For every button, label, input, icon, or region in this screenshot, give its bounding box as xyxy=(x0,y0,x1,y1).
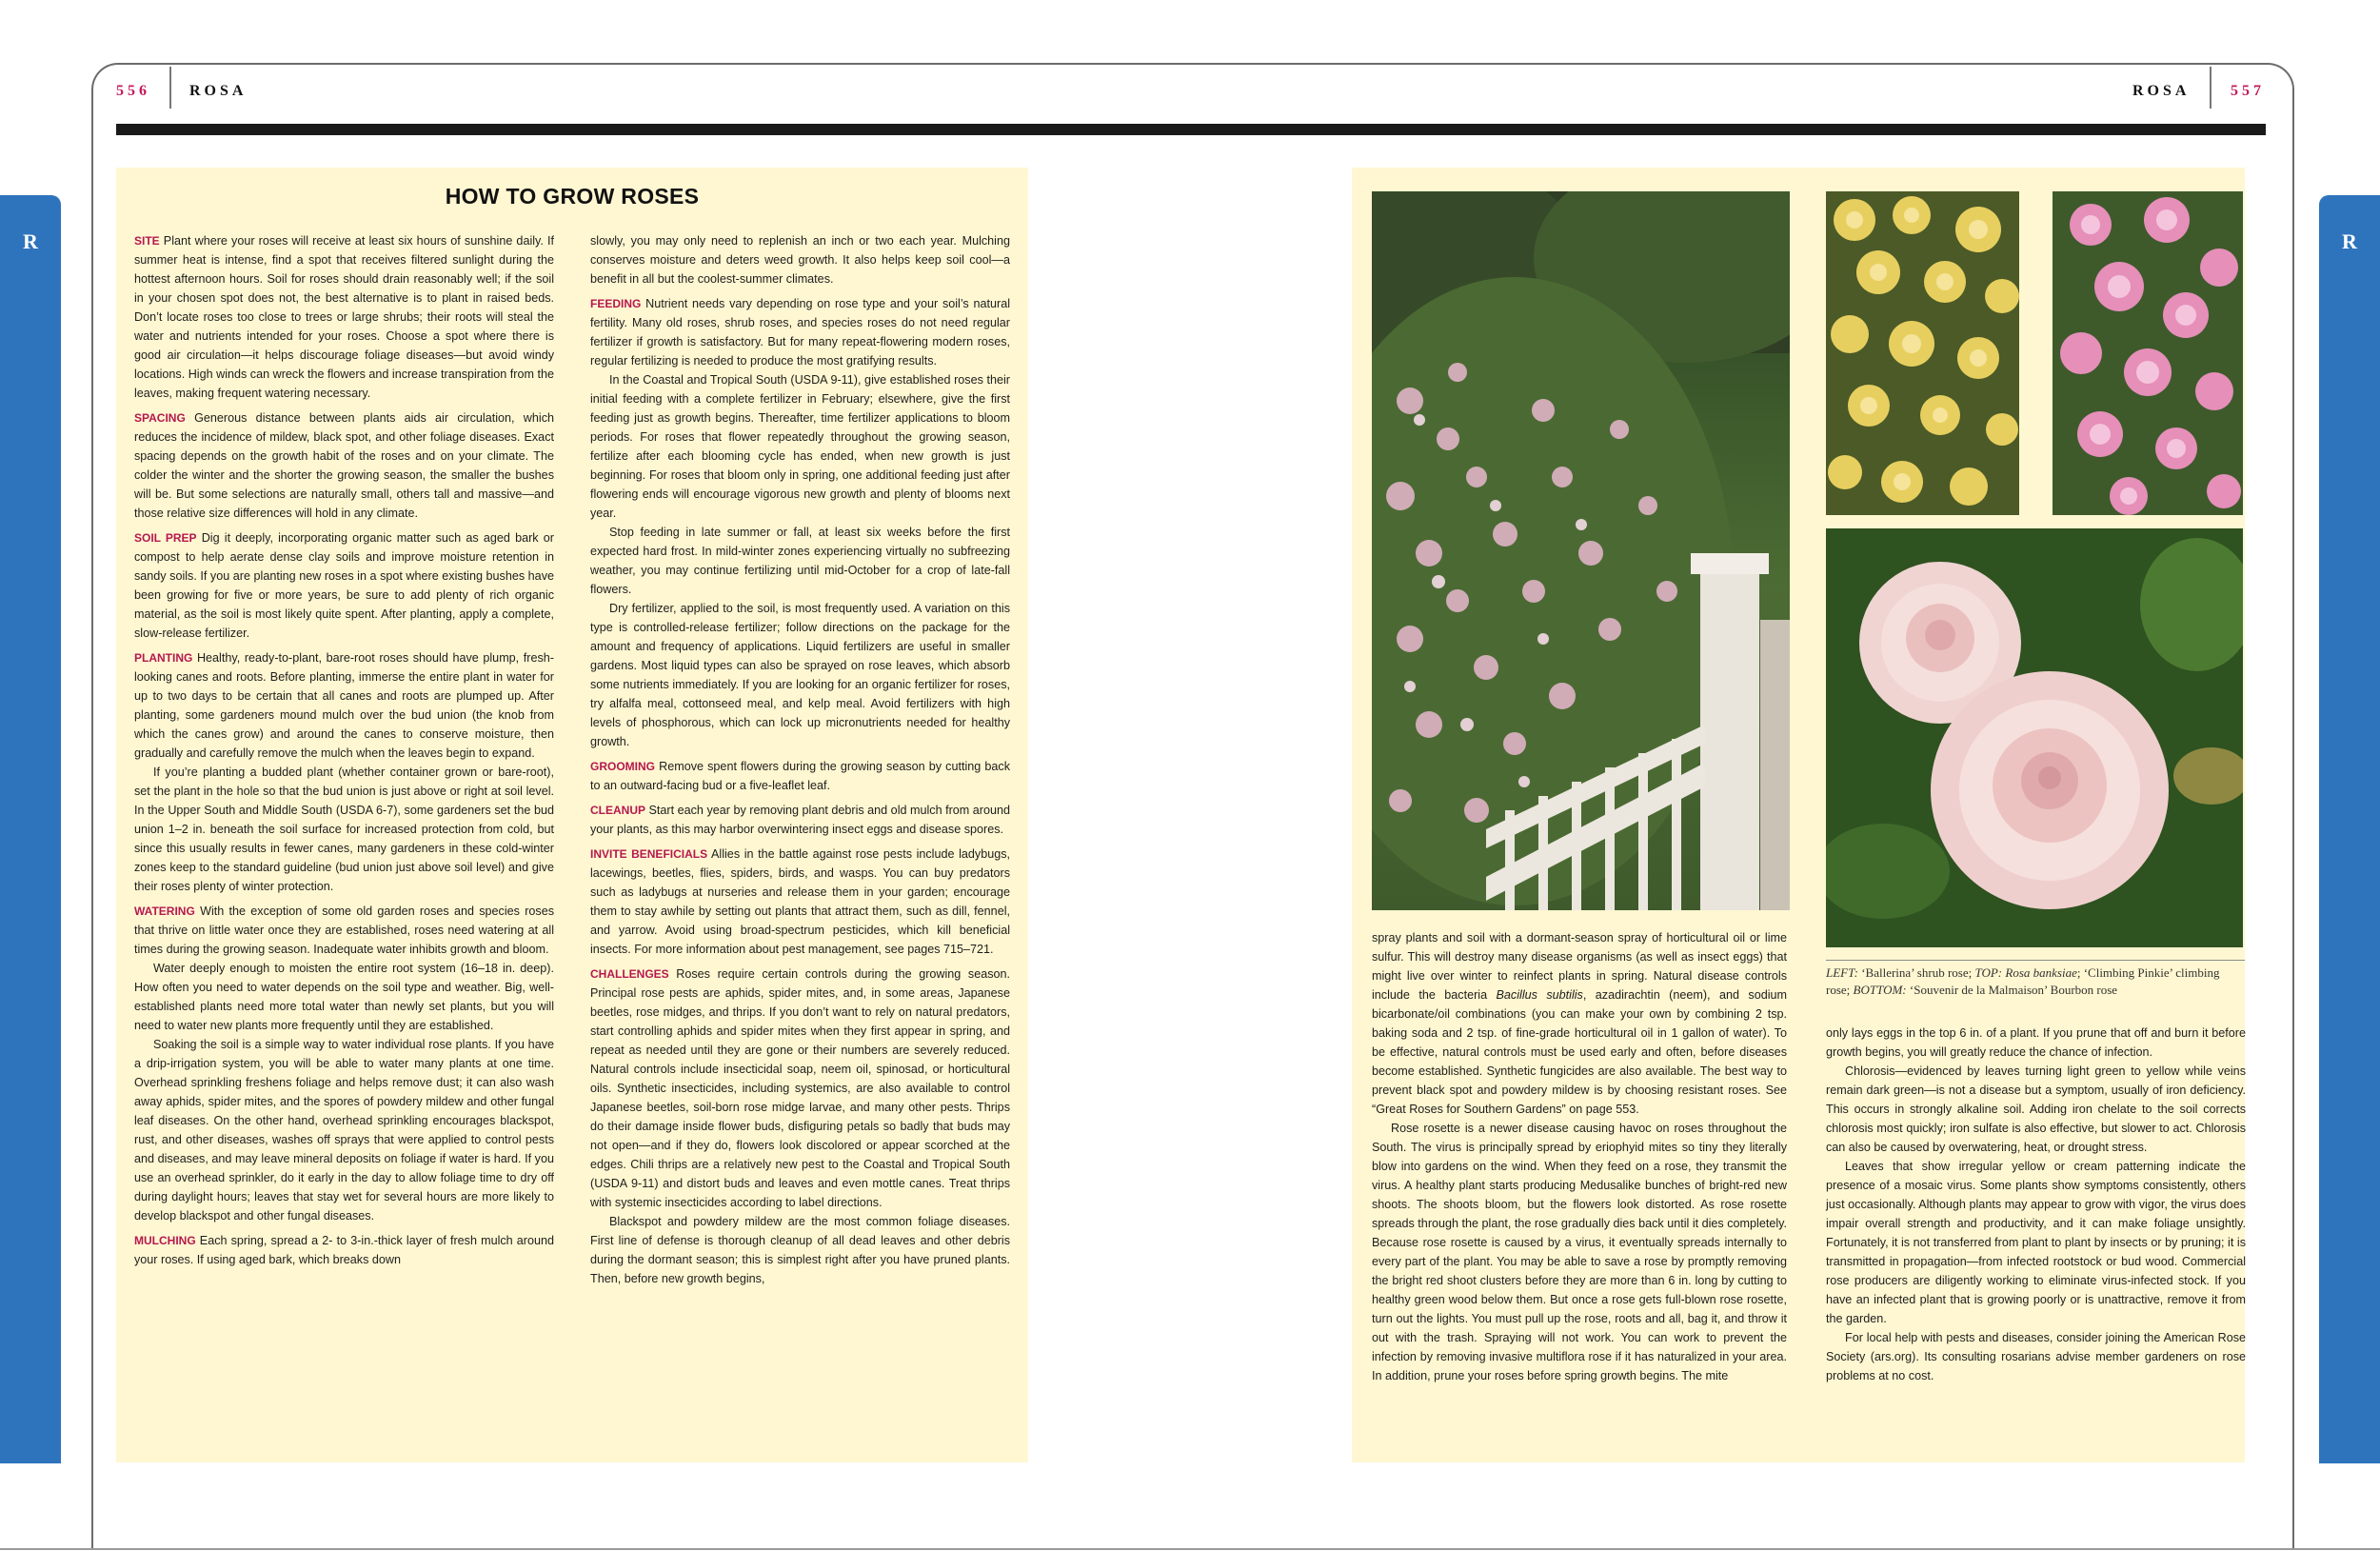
keyword: FEEDING xyxy=(590,297,642,310)
keyword: CHALLENGES xyxy=(590,967,669,981)
header-separator-right xyxy=(2210,67,2211,109)
caption-label: LEFT: xyxy=(1826,965,1858,980)
paragraph-text: , azadirachtin (neem), and sodium bicarbonate/oil combinations (you can make your own by combining 2 tsp. baking soda and 2 tsp. of fine-grade horticultural oil in 1 gallon of water). To be effective, natural controls must be used early and often, before diseases become established. Synthetic fungicides are also available. The best way to prevent black spot and powdery mildew is by choosing resistant roses. See “Great Roses for Southern Gardens” on page 553. xyxy=(1372,988,1788,1116)
keyword: SPACING xyxy=(134,411,186,425)
cleanup-paragraph xyxy=(590,801,1010,839)
challenges-paragraph-2: Blackspot and powdery mildew are the most common foliage diseases. First line of defense is thorough cleanup of all dead leaves and other debris during the dormant season; this is simplest right after you have pruned plants. Then, before new growth begins, xyxy=(590,1215,1010,1285)
feeding-paragraph-4: Dry fertilizer, applied to the soil, is most frequently used. A variation on this type is controlled-release fertilizer; follow directions on the package for the amount and frequency of applications. Liquid fertilizers are useful in smaller gardens. Most liquid types can also be sprayed on rose leaves, which absorb some nutrients immediately. If you are looking for an organic fertilizer for roses, try alfalfa meal, cottonseed meal, and kelp meal. Avoid fertilizers with high levels of phosphorous, which can lock up micronutrients needed for healthy growth. xyxy=(590,602,1010,748)
paragraph-text: Dig it deeply, incorporating organic matter such as aged bark or compost to help aerate dense clay soils and improve moisture retention in sandy soils. If you are planting new roses in a spot where existing bushes have been growing for five or more years, be sure to add plenty of rich organic material, as the soil is most likely quite spent. After planting, apply a complete, slow-release fertilizer. xyxy=(134,531,554,640)
text-column-3 xyxy=(1372,928,1787,1391)
keyword: GROOMING xyxy=(590,760,655,773)
planting-paragraph-2: If you’re planting a budded plant (whether container grown or bare-root), set the plant in the hole so that the bud union is just above or right at soil level. In the Upper South and Middle South (USDA 6-7), some gardeners set the bud union 1–2 in. beneath the soil surface for increased protection from cold, but since this usually results in fewer canes, many gardeners in these cold-winter zones keep to the standard guideline (bud union just above soil level) and give their roses plenty of winter protection. xyxy=(134,766,554,893)
grooming-paragraph xyxy=(590,757,1010,795)
text-column-2 xyxy=(590,231,1010,1294)
mulching-continued: slowly, you may only need to replenish an inch or two each year. Mulching conserves moisture and deters weed growth. It also helps keep soil cool—a benefit in all but the coolest-summer climates. xyxy=(590,234,1010,286)
paragraph-text: Start each year by removing plant debris and old mulch from around your plants, as this may harbor overwintering insect eggs and disease spores. xyxy=(590,804,1010,836)
keyword: WATERING xyxy=(134,905,195,918)
keyword: SITE xyxy=(134,234,160,248)
caption-text: ‘Ballerina’ shrub rose; xyxy=(1857,965,1975,980)
rose-rosette-paragraph: Rose rosette is a newer disease causing havoc on roses throughout the South. The virus is principally spread by eriophyid mites so tiny they literally blow into gardens on the wind. When they feed on a rose, they transmit the virus. A healthy plant starts producing Medusalike bunches of bright-red new shoots. The shoots bloom, but the flowers look distorted. As rose rosette spreads through the plant, the rose gradually dies back until it dies completely. Because rose rosette is caused by a virus, it eventually spreads internally to every part of the plant. You may be able to save a rose by promptly removing the bright red shoot clusters before they are more than 6 in. long by cutting to healthy green wood below them. But once a rose gets full-blown rose rosette, turn out the lights. You must pull up the rose, roots and all, bag it, and throw it out with the trash. Spraying will not work. You can work to prevent the infection by removing invasive multiflora rose if it has naturalized in your area. In addition, prune your roses before spring growth begins. The mite xyxy=(1372,1122,1787,1382)
challenges-paragraph xyxy=(590,964,1010,1212)
pink-rose-illustration xyxy=(2053,191,2243,515)
thumb-tab-right xyxy=(2319,195,2380,1463)
feeding-paragraph-3: Stop feeding in late summer or fall, at least six weeks before the first expected hard frost. In mild-winter zones experiencing virtually no subfreezing weather, you may continue fertilizing until mid-October for a crop of late-fall flowers. xyxy=(590,526,1010,596)
caption-text: ‘Souvenir de la Malmaison’ Bourbon rose xyxy=(1906,983,2118,997)
text-column-4 xyxy=(1826,1024,2246,1391)
paragraph-text: Nutrient needs vary depending on rose type and your soil’s natural fertility. Many old roses, shrub roses, and species roses do not need regular fertilizer if growth is satisfactory. But for many repeat-flowering modern roses, regular fertilizing is needed to produce the most gratifying results. xyxy=(590,297,1010,368)
rose-society-paragraph: For local help with pests and diseases, consider joining the American Rose Society (ars.org). Its consulting rosarians advise member gardeners on rose problems at no cost. xyxy=(1826,1331,2246,1382)
caption-species: Rosa banksiae xyxy=(2002,965,2077,980)
paragraph-text: Remove spent flowers during the growing season by cutting back to an outward-facing bud or a five-leaflet leaf. xyxy=(590,760,1010,792)
rosette-continued: only lays eggs in the top 6 in. of a plant. If you prune that off and burn it before growth begins, you will greatly reduce the chance of infection. xyxy=(1826,1026,2246,1059)
header-rule xyxy=(116,124,2266,135)
chlorosis-paragraph: Chlorosis—evidenced by leaves turning light green to yellow while veins remain dark green—is not a disease but a symptom, usually of iron deficiency. This occurs in strongly alkaline soil. Adding iron chelate to the soil corrects chlorosis most quickly; iron sulfate is also effective, but slower to act. Chlorosis can also be caused by overwatering, heat, or drought stress. xyxy=(1826,1064,2246,1154)
beneficials-paragraph xyxy=(590,845,1010,959)
right-section-title: ROSA xyxy=(2132,83,2191,99)
malmaison-rose-illustration xyxy=(1826,528,2243,947)
left-section-title: ROSA xyxy=(189,83,248,99)
feeding-paragraph-2: In the Coastal and Tropical South (USDA 9-11), give established roses their initial feeding with a complete fertilizer in February; elsewhere, give the first feeding just as growth begins. Thereafter, time fertilizer applications to bloom periods. For roses that flower repeatedly throughout the growing season, fertilize after each blooming cycle has ended, when new growth is just beginning. For roses that bloom only in spring, one additional feeding just after flowering ends will encourage vigorous new growth and plenty of blooms next year. xyxy=(590,373,1010,520)
spacing-paragraph xyxy=(134,408,554,523)
tab-letter: R xyxy=(23,229,38,253)
keyword: CLEANUP xyxy=(590,804,646,817)
paragraph-text: Allies in the battle against rose pests include ladybugs, lacewings, beetles, flies, spiders, birds, and wasps. You can buy predators such as ladybugs at nurseries and release them in your garden; encourage them to stay awhile by setting out plants that attract them, such as dill, fennel, and yarrow. Avoid using broad-spectrum pesticides, which kill beneficial insects. For more information about pest management, see pages 715–721. xyxy=(590,847,1010,956)
paragraph-text: Plant where your roses will receive at least six hours of sunshine daily. If summer heat is intense, find a spot that receives filtered sunlight during the hottest afternoon hours. Soil for roses should drain reasonably well; if the soil in your chosen spot does not, the best alternative is to plant in raised beds. Don’t locate roses too close to trees or large shrubs; their roots will steal the water and nutrients intended for your roses. Choose a spot where there is good air circulation—it helps discourage foliage diseases—but avoid windy locations. High winds can wreck the flowers and increase transpiration from the leaves, making frequent watering necessary. xyxy=(134,234,555,400)
keyword: INVITE BENEFICIALS xyxy=(590,847,708,861)
header-separator-left xyxy=(169,67,171,109)
text-column-1 xyxy=(134,231,554,1275)
souvenir-de-la-malmaison-photo xyxy=(1826,528,2243,947)
ballerina-rose-photo xyxy=(1372,191,1790,910)
watering-paragraph-2: Water deeply enough to moisten the entire root system (16–18 in. deep). How often you need to water depends on the soil type and weather. Big, well-established plants need more total water than newly set plants, but you will need to water new plants more frequently until they are established. xyxy=(134,962,554,1032)
tab-letter: R xyxy=(2342,229,2357,253)
site-paragraph xyxy=(134,231,554,403)
watering-paragraph-3: Soaking the soil is a simple way to water individual rose plants. If you have a drip-irrigation system, you will be able to water many plants at one time. Overhead sprinkling freshens foliage and helps remove dust; it can also wash away aphids, spider mites, and the spores of powdery mildew and other fungal leaf diseases. On the other hand, overhead sprinkling encourages blackspot, rust, and other diseases, washes off sprays that were applied to control pests and diseases, and may leave mineral deposits on foliage if water is hard. If you use an overhead sprinkler, do it early in the day to allow foliage time to dry off during daylight hours; leaves that stay wet for several hours are more likely to develop blackspot and other fungal diseases. xyxy=(134,1038,554,1223)
keyword: PLANTING xyxy=(134,651,193,665)
paragraph-text: Each spring, spread a 2- to 3-in.-thick layer of fresh mulch around your roses. If using aged bark, which breaks down xyxy=(134,1234,554,1266)
mulching-paragraph xyxy=(134,1231,554,1269)
caption-rule xyxy=(1826,960,2245,961)
paragraph-text: Generous distance between plants aids air circulation, which reduces the incidence of mildew, black spot, and other foliage diseases. Exact spacing depends on the growth habit of the roses and on your climate. The colder the winter and the shorter the growing season, the smaller the bushes will be. But some selections are naturally small, others tall and massive—and those relative size differences will hold in any climate. xyxy=(134,411,555,520)
species-name: Bacillus subtilis xyxy=(1496,988,1583,1002)
planting-paragraph xyxy=(134,648,554,763)
mosaic-virus-paragraph: Leaves that show irregular yellow or cream patterning indicate the presence of a mosaic virus. Some plants show symptoms consistently, others just occasionally. Although plants may appear to grow with vigor, the virus does impair overall strength and productivity, and it can make foliage unsightly. Fortunately, it is not transferred from plant to plant by insects or by pruning; it is transmitted in propagation—from infected rootstock or bud wood. Commercial rose producers are diligently working to eliminate virus-infected stock. If you have an infected plant that is growing poorly or is unattractive, remove it from the garden. xyxy=(1826,1160,2246,1325)
disease-control-paragraph xyxy=(1372,928,1787,1119)
caption-label: BOTTOM: xyxy=(1853,983,1907,997)
paragraph-text: With the exception of some old garden roses and species roses that thrive on little water once they are established, roses need watering at all times during the growing season. Inadequate water inhibits growth and bloom. xyxy=(134,905,555,956)
thumb-tab-left xyxy=(0,195,61,1463)
soil-prep-paragraph xyxy=(134,528,554,643)
caption-text: ; ‘Climbing Pinkie’ climbing rose; xyxy=(1826,965,2220,997)
paragraph-text: Roses require certain controls during the growing season. Principal rose pests are aphids, spider mites, and, in some areas, Japanese beetles, rose midges, and thrips. If you don’t want to rely on natural predators, start controlling aphids and spider mites when they first appear in spring, and repeat as needed until they are gone or their numbers are severely reduced. Natural controls include insecticidal soap, neem oil, spinosad, or horticultural oils. Synthetic insecticides, including systemics, are also available to control Japanese beetles, soil-born rose midge larvae, and many other pests. Thrips do their damage inside flower buds, disfiguring petals so badly that buds may not open—and if they do, flowers look discolored or appear scorched at the edges. Chili thrips are a relatively new pest to the Coastal and Tropical South (USDA 9-11) and distort buds and leaves and even mottle canes. Treat thrips with systemic insecticides according to label directions. xyxy=(590,967,1011,1209)
keyword: SOIL PREP xyxy=(134,531,197,545)
caption-label: TOP: xyxy=(1974,965,2003,980)
page-bottom-edge xyxy=(0,1548,2380,1550)
watering-paragraph xyxy=(134,902,554,959)
ballerina-rose-illustration xyxy=(1372,191,1790,910)
photo-caption xyxy=(1826,964,2245,999)
left-page-number: 556 xyxy=(116,83,150,99)
climbing-pinkie-photo xyxy=(2053,191,2243,515)
page-title: HOW TO GROW ROSES xyxy=(445,184,700,209)
paragraph-text: Healthy, ready-to-plant, bare-root roses should have plump, fresh-looking canes and roots. Before planting, immerse the entire plant in water for up to two days to be certain that all canes and roots are plumped up. After planting, some gardeners mound mulch over the bud union (the knob from which the canes grow) and around the canes to conserve moisture, then gradually and carefully remove the mulch when the leaves begin to expand. xyxy=(134,651,554,760)
right-page-number: 557 xyxy=(2231,83,2265,99)
paragraph-text: spray plants and soil with a dormant-season spray of horticultural oil or lime sulfur. This will destroy many disease organisms (as well as insect eggs) that might live over winter to reinfect plants in spring. Natural disease controls include the bacteria xyxy=(1372,931,1787,1002)
rosa-banksiae-photo xyxy=(1826,191,2019,515)
keyword: MULCHING xyxy=(134,1234,196,1247)
feeding-paragraph xyxy=(590,294,1010,370)
yellow-rose-illustration xyxy=(1826,191,2019,515)
